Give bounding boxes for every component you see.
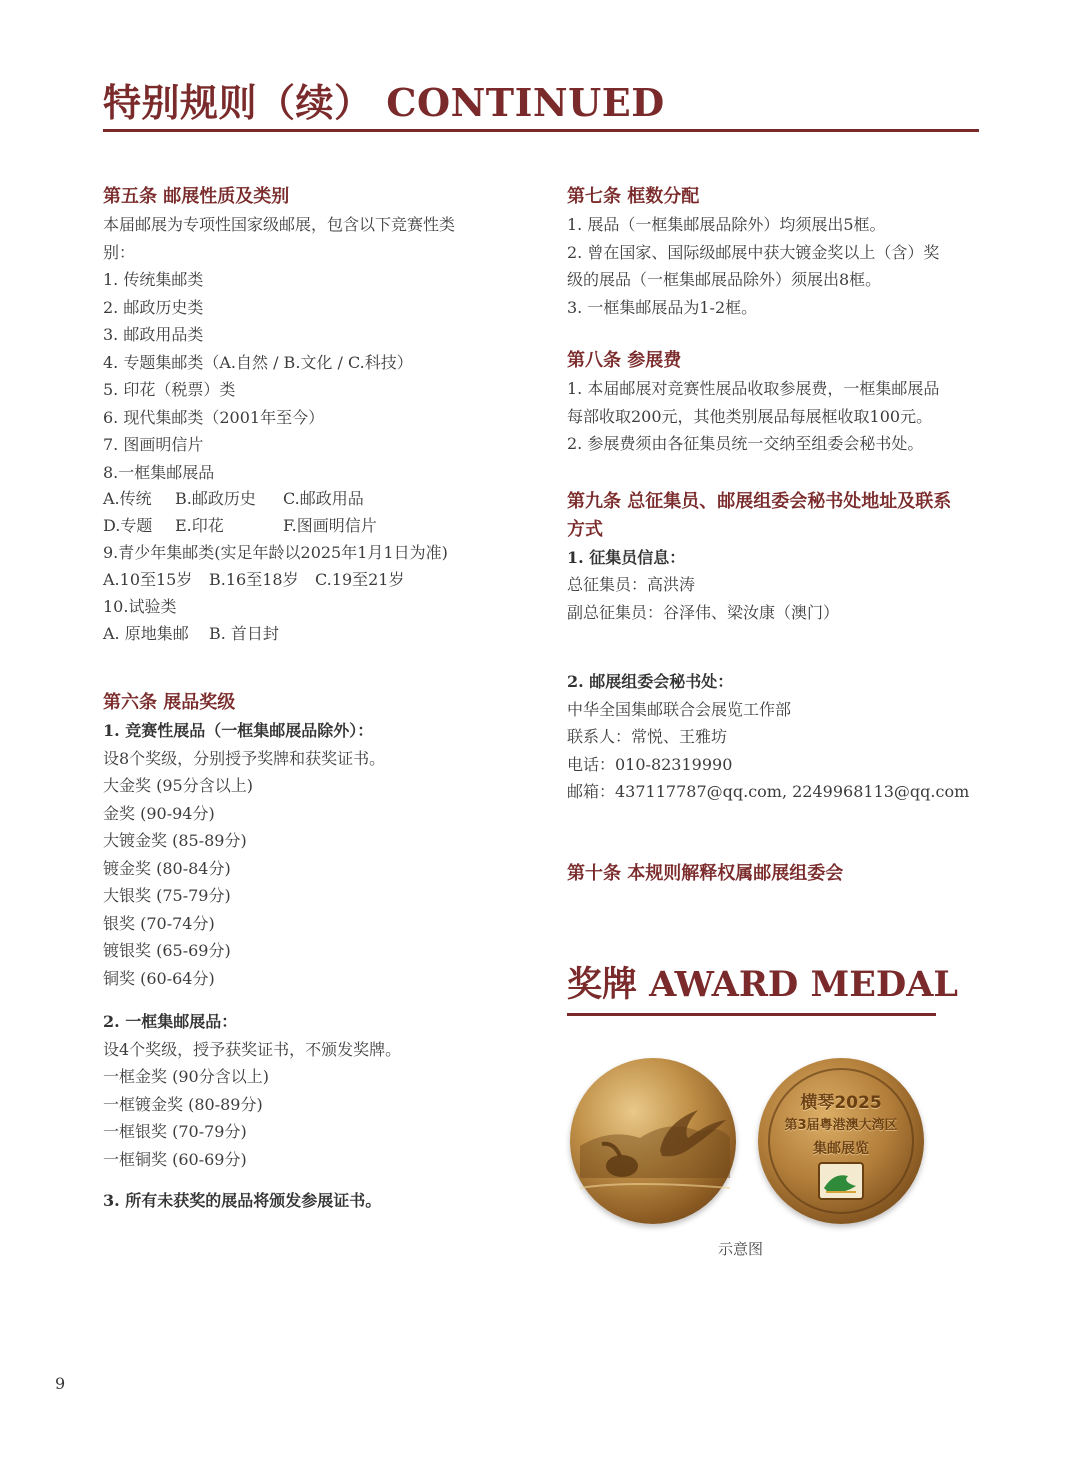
phone-number: 电话：010-82319990 [567, 754, 733, 774]
competitive-exhibits-description: 设8个奖级，分别授予奖牌和获奖证书。 [103, 748, 386, 768]
list-item: 6. 现代集邮类（2001年至今） [103, 407, 325, 427]
article-6-heading: 第六条 展品奖级 [103, 692, 236, 713]
article-10-heading: 第十条 本规则解释权属邮展组委会 [567, 862, 844, 884]
subcategory: A.传统 [103, 489, 152, 508]
frame-rule: 1. 展品（一框集邮展品除外）均须展出5框。 [567, 215, 886, 234]
age-group: A.10至15岁 [103, 569, 193, 589]
subcategory: B. 首日封 [209, 623, 279, 643]
fee-rule: 1. 本届邮展对竞赛性展品收取参展费，一框集邮展品 [567, 379, 940, 398]
award-level: 一框金奖 (90分含以上) [103, 1067, 269, 1086]
left-column [103, 183, 523, 1215]
age-group: C.19至21岁 [315, 569, 405, 589]
age-group: B.16至18岁 [209, 569, 299, 589]
spoonbill-relief-icon [570, 1058, 736, 1224]
page-number: 9 [55, 1374, 66, 1393]
section-article-7 [567, 183, 982, 321]
award-level: 大金奖 (95分含以上) [103, 776, 253, 795]
right-column [567, 183, 982, 888]
list-item: 5. 印花（税票）类 [103, 380, 236, 399]
section-article-5 [103, 183, 523, 647]
award-medal-title: 奖牌 AWARD MEDAL [567, 964, 958, 1005]
participation-certificate-note: 3. 所有未获奖的展品将颁发参展证书。 [103, 1191, 382, 1210]
experimental-subcategories-row [103, 621, 523, 648]
article-5-intro: 本届邮展为专项性国家级邮展，包含以下竞赛性类 [103, 215, 456, 234]
list-item: 9.青少年集邮类(实足年龄以2025年1月1日为准) [103, 543, 448, 562]
subcategory: A. 原地集邮 [103, 623, 189, 643]
award-level: 一框铜奖 (60-69分) [103, 1149, 247, 1169]
list-item: 7. 图画明信片 [103, 435, 204, 454]
fee-rule-cont: 每部收取200元，其他类别展品每展框收取100元。 [567, 406, 933, 426]
article-9-heading-cont: 方式 [567, 518, 603, 540]
medal-line-3: 集邮展览 [813, 1141, 869, 1157]
stamp-logo-icon [818, 1162, 864, 1200]
subcategory: E.印花 [175, 515, 224, 535]
list-item: 2. 邮政历史类 [103, 297, 204, 317]
chief-commissioner: 总征集员：高洪涛 [567, 575, 696, 594]
section-article-9 [567, 488, 982, 806]
award-level: 银奖 (70-74分) [103, 913, 215, 933]
list-item: 4. 专题集邮类（A.自然 / B.文化 / C.科技） [103, 352, 413, 372]
deputy-commissioner: 副总征集员：谷泽伟、梁汝康（澳门） [567, 602, 840, 622]
article-7-heading: 第七条 框数分配 [567, 186, 700, 207]
award-level: 大镀金奖 (85-89分) [103, 831, 247, 850]
medal-caption: 示意图 [718, 1240, 764, 1258]
secretariat-organization: 中华全国集邮联合会展览工作部 [567, 699, 792, 719]
medal-back-image [758, 1058, 924, 1224]
award-level: 铜奖 (60-64分) [103, 968, 215, 988]
one-frame-exhibits-heading: 2. 一框集邮展品： [103, 1012, 238, 1031]
article-9-heading: 第九条 总征集员、邮展组委会秘书处地址及联系 [567, 490, 952, 512]
subcategory: F.图画明信片 [283, 515, 377, 535]
award-level: 镀金奖 (80-84分) [103, 858, 231, 878]
list-item: 8.一框集邮展品 [103, 462, 215, 482]
competitive-exhibits-heading: 1. 竞赛性展品（一框集邮展品除外）： [103, 721, 374, 740]
award-level: 一框银奖 (70-79分) [103, 1122, 247, 1141]
frame-rule: 3. 一框集邮展品为1-2框。 [567, 297, 758, 317]
fee-rule: 2. 参展费须由各征集员统一交纳至组委会秘书处。 [567, 434, 924, 453]
one-frame-subcategories-row-1 [103, 486, 523, 513]
email-addresses: 邮箱：437117787@qq.com, 2249968113@qq.com [567, 782, 970, 801]
article-8-heading: 第八条 参展费 [567, 350, 682, 371]
medal-line-1: 横琴2025 [800, 1093, 882, 1113]
subcategory: D.专题 [103, 515, 153, 535]
award-level: 金奖 (90-94分) [103, 803, 215, 823]
one-frame-exhibits-description: 设4个奖级，授予获奖证书，不颁发奖牌。 [103, 1039, 402, 1059]
medal-line-2: 第3届粤港澳大湾区 [784, 1118, 898, 1133]
subcategory: B.邮政历史 [175, 489, 256, 508]
page-title: 特别规则（续） CONTINUED [103, 80, 665, 125]
article-5-intro-cont: 别： [103, 242, 136, 262]
youth-age-groups-row [103, 567, 523, 594]
award-level: 大银奖 (75-79分) [103, 886, 231, 905]
section-article-6 [103, 689, 523, 1215]
secretariat-heading: 2. 邮展组委会秘书处： [567, 672, 734, 691]
title-divider [103, 129, 979, 132]
list-item: 10.试验类 [103, 597, 177, 616]
list-item: 1. 传统集邮类 [103, 270, 204, 289]
section-article-10 [567, 860, 982, 888]
medal-front-image [570, 1058, 736, 1224]
section-article-8 [567, 347, 982, 458]
contact-persons: 联系人：常悦、王雅坊 [567, 727, 728, 746]
list-item: 3. 邮政用品类 [103, 325, 204, 344]
one-frame-subcategories-row-2 [103, 513, 523, 540]
article-5-heading: 第五条 邮展性质及类别 [103, 186, 290, 207]
frame-rule: 2. 曾在国家、国际级邮展中获大镀金奖以上（含）奖 [567, 242, 940, 262]
award-level: 一框镀金奖 (80-89分) [103, 1094, 263, 1114]
subcategory: C.邮政用品 [283, 489, 364, 508]
commissioner-info-heading: 1. 征集员信息： [567, 547, 686, 567]
award-divider [567, 1013, 936, 1016]
award-level: 镀银奖 (65-69分) [103, 941, 231, 960]
frame-rule-cont: 级的展品（一框集邮展品除外）须展出8框。 [567, 270, 882, 289]
